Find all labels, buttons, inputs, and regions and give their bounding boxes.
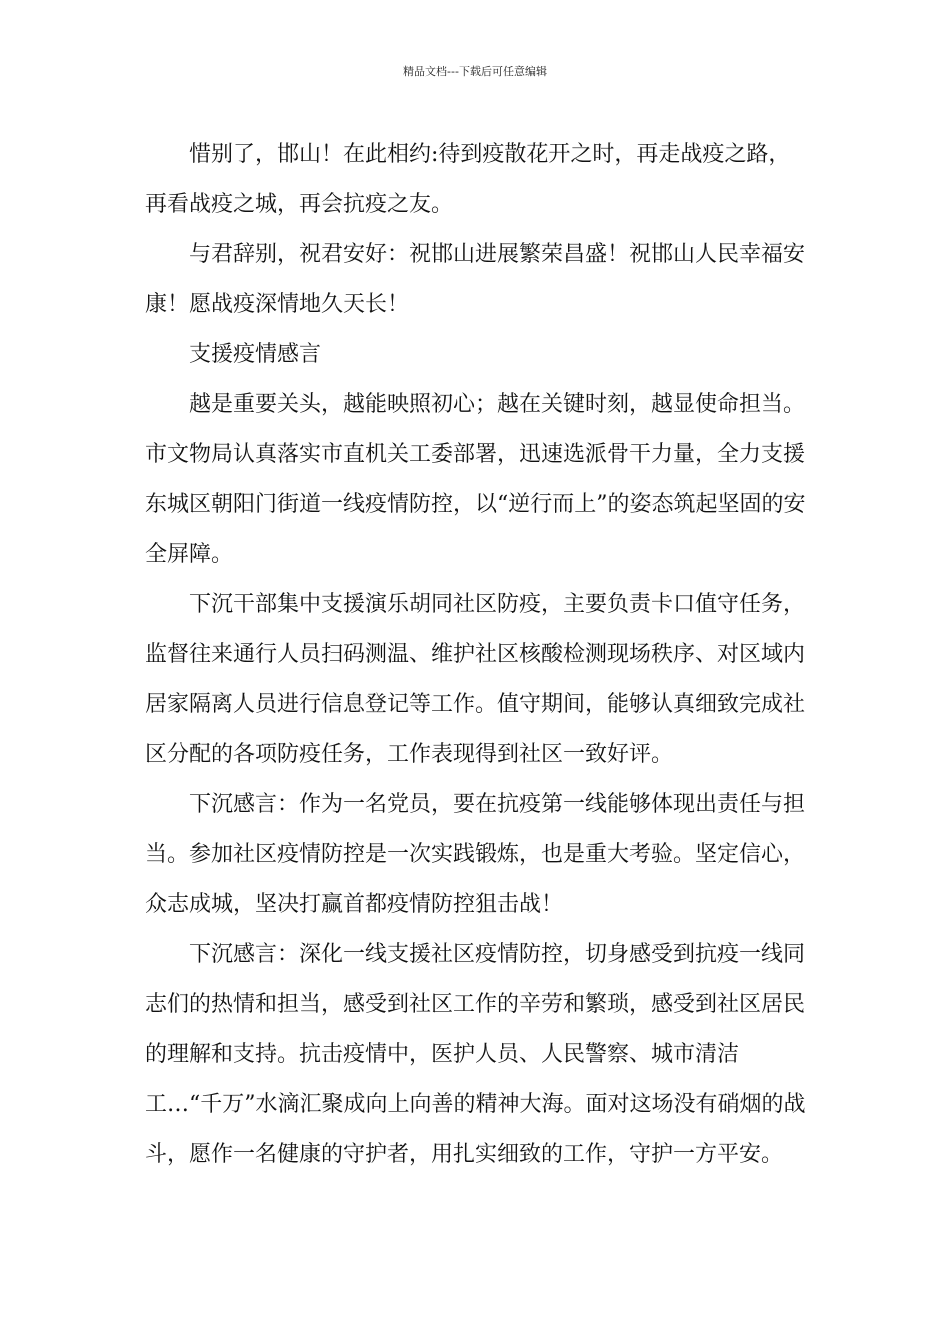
paragraph-reflection-2: 下沉感言：深化一线支援社区疫情防控，切身感受到抗疫一线同志们的热情和担当，感受到社区工作的辛劳和繁琐，感受到社区居民的理解和支持。抗击疫情中，医护人员、人民警察、城市清洁工…“千万”水滴汇聚成向上向善的精神大海。面对这场没有硝烟的战斗，愿作一名健康的守护者，用扎实细致的工作，守护一方平安。 bbox=[145, 942, 806, 1167]
page-header: 精品文档---下载后可任意编辑 bbox=[403, 65, 547, 78]
section-heading: 支援疫情感言 bbox=[189, 342, 322, 367]
paragraph-farewell: 惜别了，邯山！在此相约:待到疫散花开之时，再走战疫之路，再看战疫之城，再会抗疫之友。 bbox=[145, 142, 791, 217]
paragraph-reflection-1: 下沉感言：作为一名党员，要在抗疫第一线能够体现出责任与担当。参加社区疫情防控是一次实践锻炼，也是重大考验。坚定信心，众志成城，坚决打赢首都疫情防控狙击战！ bbox=[145, 792, 806, 917]
paragraph-blessing: 与君辞别，祝君安好：祝邯山进展繁荣昌盛！祝邯山人民幸福安康！愿战疫深情地久天长！ bbox=[145, 242, 806, 317]
paragraph-mission: 越是重要关头，越能映照初心；越在关键时刻，越显使命担当。市文物局认真落实市直机关工委部署，迅速选派骨干力量，全力支援东城区朝阳门街道一线疫情防控，以“逆行而上”的姿态筑起坚固的安全屏障。 bbox=[145, 392, 806, 567]
paragraph-duties: 下沉干部集中支援演乐胡同社区防疫，主要负责卡口值守任务，监督往来通行人员扫码测温、维护社区核酸检测现场秩序、对区域内居家隔离人员进行信息登记等工作。值守期间，能够认真细致完成社区分配的各项防疫任务，工作表现得到社区一致好评。 bbox=[145, 592, 806, 767]
document-body bbox=[145, 130, 809, 1180]
